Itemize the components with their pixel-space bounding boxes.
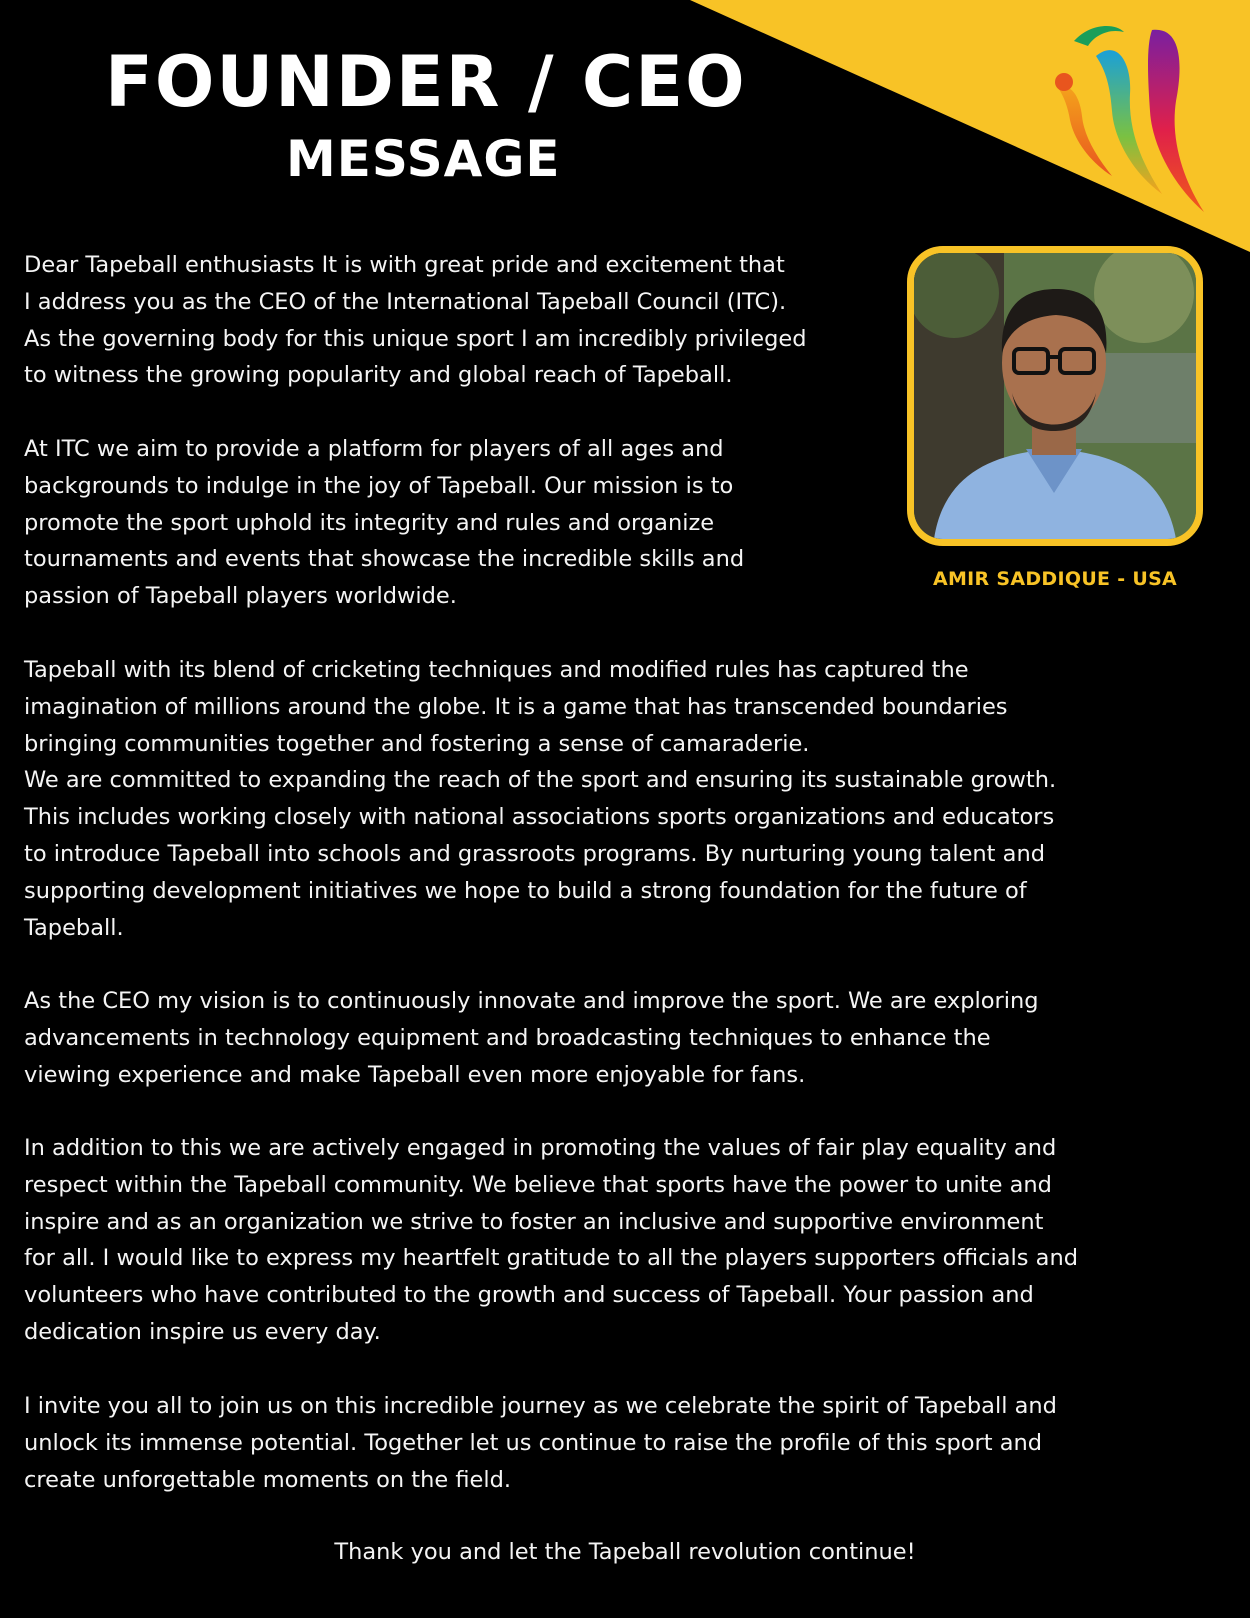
- paragraph-1: Dear Tapeball enthusiasts It is with great pride and excitement that I address you as the CEO of the International Tapeball Council (ITC). As the governing body for this unique sport I am incredibly privileged to witness the growing popularity and global reach of Tapeball.: [24, 252, 807, 389]
- ceo-portrait: [907, 246, 1203, 546]
- paragraph-3: Tapeball with its blend of cricketing techniques and modified rules has captured the imagination of millions around the globe. It is a game that has transcended boundaries bringing communities together and fostering a sense of camaraderie. We are committed to expanding the reach of the sport and ensuring its sustainable growth. This includes working closely with national associations sports organizations and educators to introduce Tapeball into schools and grassroots programs. By nurturing young talent and supporting development initiatives we hope to build a strong foundation for the future of Tapeball.: [24, 657, 1057, 941]
- paragraph-4: As the CEO my vision is to continuously innovate and improve the sport. We are exploring advancements in technology equipment and broadcasting techniques to enhance the viewing experience and make Tapeball even more enjoyable for fans.: [24, 988, 1039, 1088]
- itc-logo-icon: [1034, 16, 1214, 216]
- paragraph-6: I invite you all to join us on this incredible journey as we celebrate the spirit of Tapeball and unlock its immense potential. Together let us continue to raise the profile of this sport and create unforgettable moments on the field.: [24, 1393, 1057, 1493]
- page-subtitle: MESSAGE: [286, 130, 561, 188]
- closing-line: Thank you and let the Tapeball revolution continue!: [334, 1539, 916, 1565]
- portrait-caption: AMIR SADDIQUE - USA: [932, 568, 1178, 590]
- page-title: FOUNDER / CEO: [105, 41, 747, 123]
- paragraph-5: In addition to this we are actively engaged in promoting the values of fair play equality and respect within the Tapeball community. We believe that sports have the power to unite and inspire and as an organization we strive to foster an inclusive and supportive environment for all. I would like to express my heartfelt gratitude to all the players supporters officials and volunteers who have contributed to the growth and success of Tapeball. Your passion and dedication inspire us every day.: [24, 1135, 1078, 1345]
- paragraph-2: At ITC we aim to provide a platform for players of all ages and backgrounds to indulge in the joy of Tapeball. Our mission is to promote the sport uphold its integrity and rules and organize tournaments and events that showcase the incredible skills and passion of Tapeball players worldwide.: [24, 436, 745, 610]
